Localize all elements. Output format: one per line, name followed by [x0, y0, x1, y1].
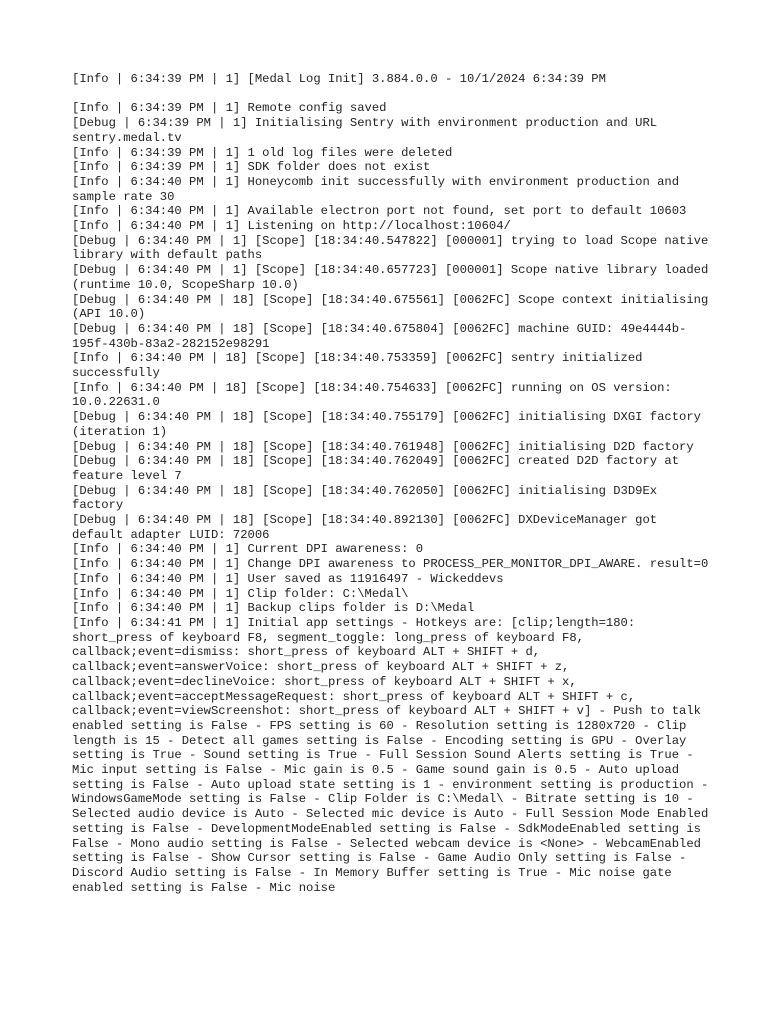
log-line: [Debug | 6:34:40 PM | 18] [Scope] [18:34:40.675561] [0062FC] Scope context initialising (API 10.0) — [72, 292, 716, 322]
log-line: [Info | 6:34:40 PM | 1] Listening on http://localhost:10604/ — [72, 219, 511, 234]
log-line: [Debug | 6:34:40 PM | 1] [Scope] [18:34:40.657723] [000001] Scope native library loaded (runtime 10.0, ScopeSharp 10.0) — [72, 263, 716, 292]
log-line: [Debug | 6:34:39 PM | 1] Initialising Sentry with environment production and URL sentry.medal.tv — [72, 116, 665, 145]
log-line: [Info | 6:34:40 PM | 1] User saved as 11916497 - Wickeddevs — [72, 571, 504, 586]
log-line: [Debug | 6:34:40 PM | 18] [Scope] [18:34:40.762049] [0062FC] created D2D factory at feature level 7 — [72, 454, 687, 483]
log-line: [Info | 6:34:41 PM | 1] Initial app settings - Hotkeys are: [clip;length=180: short_press of keyboard F8, segment_toggle: long_press of keyboard F8, callback;event=dismiss: short_press of keyboard ALT + SHIFT + d, callback;event=answerVoice: short_press of keyboard ALT + SHIFT + z, callback;event=declineVoice: short_press of keyboard ALT + SHIFT + x, callback;event=acceptMessageRequest: short_press of keyboard ALT + SHIFT + c, callback;event=viewScreenshot: short_press of keyboard ALT + SHIFT + v] - Push to talk enabled setting is False - FPS setting is 60 - Resolution setting is 1280x720 - Clip length is 15 - Detect all games setting is False - Encoding setting is GPU - Overlay setting is True - Sound setting is True - Full Session Sound Alerts setting is True - Mic input setting is False - Mic gain is 0.5 - Game sound gain is 0.5 - Auto upload setting is False - Auto upload state setting is 1 - environment setting is production - WindowsGameMode setting is False - Clip Folder is C:\Medal\ - Bitrate setting is 10 - Selected audio device is Auto - Selected mic device is Auto - Full Session Mode Enabled setting is False - DevelopmentModeEnabled setting is False - SdkModeEnabled setting is False - Mono audio setting is False - Selected webcam device is <None> - WebcamEnabled setting is False - Show Cursor setting is False - Game Audio Only setting is False - Discord Audio setting is False - In Memory Buffer setting is True - Mic noise gate enabled setting is False - Mic noise — [72, 616, 716, 895]
log-line: [Debug | 6:34:40 PM | 1] [Scope] [18:34:40.547822] [000001] trying to load Scope native library with default paths — [72, 233, 716, 263]
log-line: [Debug | 6:34:40 PM | 18] [Scope] [18:34:40.761948] [0062FC] initialising D2D factory — [72, 439, 694, 454]
log-line: [Info | 6:34:40 PM | 1] Clip folder: C:\Medal\ — [72, 586, 409, 601]
log-line: [Info | 6:34:39 PM | 1] 1 old log files were deleted — [72, 145, 453, 160]
log-line: [Info | 6:34:40 PM | 1] Current DPI awareness: 0 — [72, 542, 424, 557]
log-line: [Debug | 6:34:40 PM | 18] [Scope] [18:34:40.762050] [0062FC] initialising D3D9Ex factory — [72, 483, 665, 513]
log-line: [Info | 6:34:40 PM | 1] Available electron port not found, set port to default 10603 — [72, 204, 687, 219]
log-line: [Info | 6:34:40 PM | 1] Honeycomb init successfully with environment production and sample rate 30 — [72, 174, 687, 204]
log-line: [Info | 6:34:40 PM | 1] Backup clips folder is D:\Medal — [72, 601, 475, 616]
log-line: [Info | 6:34:40 PM | 1] Change DPI awareness to PROCESS_PER_MONITOR_DPI_AWARE. result=0 — [72, 557, 709, 572]
log-line: [Info | 6:34:40 PM | 18] [Scope] [18:34:40.753359] [0062FC] sentry initialized successfully — [72, 351, 650, 381]
log-header-line: [Info | 6:34:39 PM | 1] [Medal Log Init] 3.884.0.0 - 10/1/2024 6:34:39 PM — [72, 72, 606, 86]
log-line: [Info | 6:34:39 PM | 1] Remote config saved — [72, 101, 387, 116]
log-line: [Debug | 6:34:40 PM | 18] [Scope] [18:34:40.675804] [0062FC] machine GUID: 49e4444b-195f-430b-83a2-282152e98291 — [72, 321, 687, 351]
log-line: [Info | 6:34:40 PM | 18] [Scope] [18:34:40.754633] [0062FC] running on OS version: 10.0.22631.0 — [72, 380, 680, 410]
log-document — [72, 72, 716, 895]
log-line: [Info | 6:34:39 PM | 1] SDK folder does not exist — [72, 160, 431, 175]
blank-line — [72, 87, 712, 102]
log-line: [Debug | 6:34:40 PM | 18] [Scope] [18:34:40.892130] [0062FC] DXDeviceManager got default adapter LUID: 72006 — [72, 513, 665, 542]
log-line: [Debug | 6:34:40 PM | 18] [Scope] [18:34:40.755179] [0062FC] initialising DXGI factory (iteration 1) — [72, 410, 709, 439]
